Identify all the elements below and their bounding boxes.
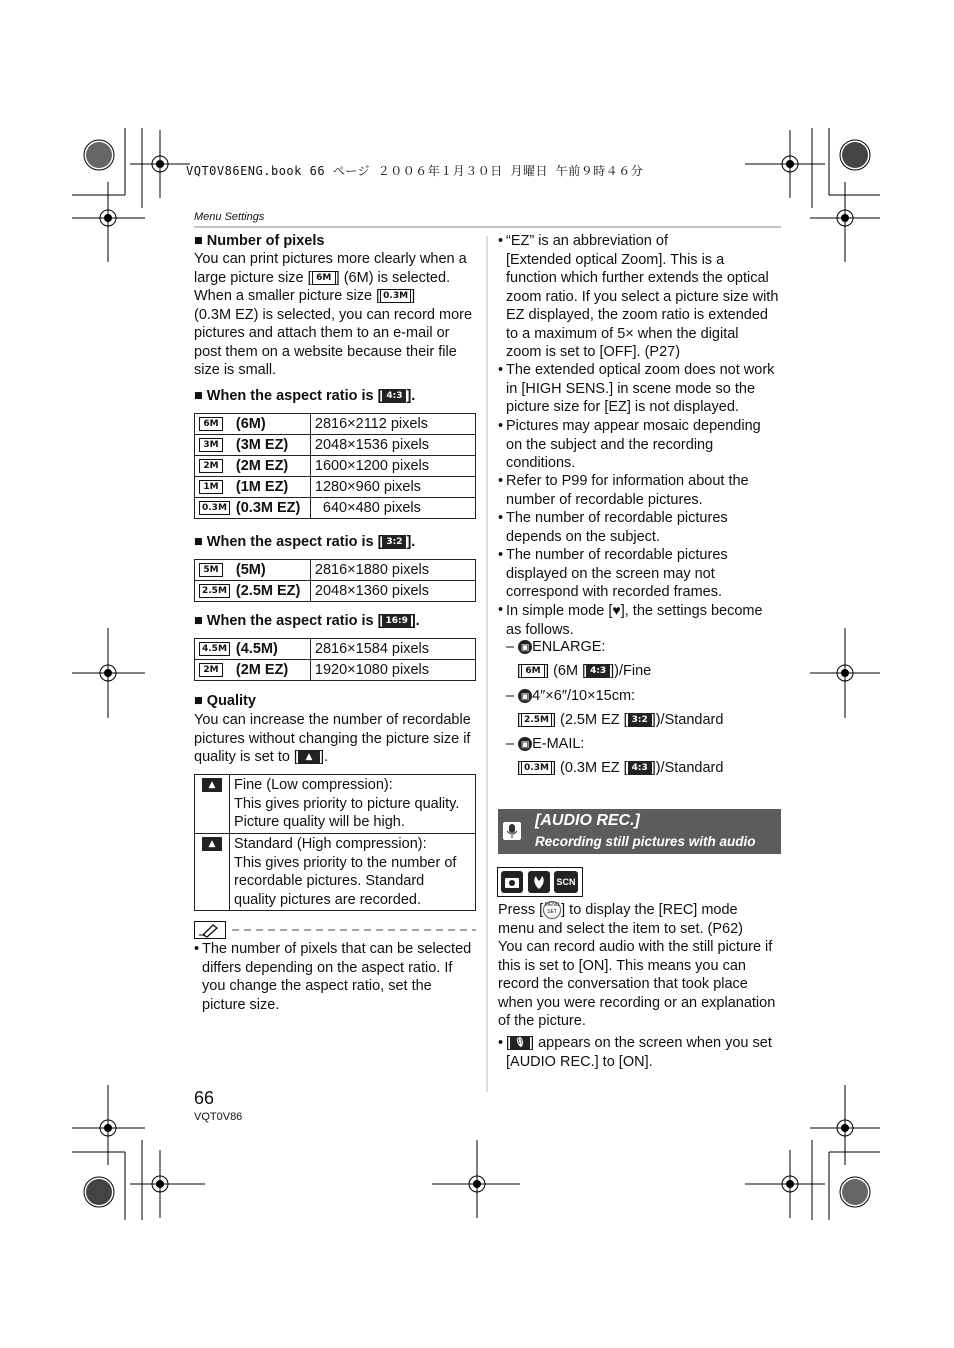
enlarge-value: [ 6M ] (6M [ 4:3 ])/Fine: [517, 663, 652, 679]
pixels-row: [195, 639, 476, 660]
size-name: (4.5M): [232, 639, 311, 660]
file-info-line: VQT0V86ENG.book 66 ページ ２００６年１月３０日 月曜日 午前９時４６分: [186, 164, 644, 178]
aspect-169-heading: ■ When the aspect ratio is [ 16:9 ].: [194, 613, 420, 629]
size-name: (1M EZ): [232, 477, 311, 498]
email-value: [ 0.3M ] (0.3M EZ [ 4:3 ])/Standard: [517, 760, 724, 776]
size-icon: 1M: [199, 480, 223, 494]
page-number: 66: [194, 1088, 215, 1108]
scene-mode-icon: SCN: [554, 871, 578, 893]
size-name: (3M EZ): [232, 435, 311, 456]
note-bullet: • The extended optical zoom does not work in [HIGH SENS.] in scene mode so the picture size for [EZ] is not displayed.: [498, 362, 775, 415]
pixels-table-32: [194, 559, 476, 602]
pixels-row: [195, 560, 476, 581]
pixels-row: [195, 581, 476, 602]
size-pixels: 1920×1080 pixels: [310, 660, 475, 681]
enlarge-icon: ▣: [518, 640, 532, 654]
camera-mode-icon: [501, 871, 523, 893]
quality-table: [194, 774, 476, 911]
note-bullet: • Pictures may appear mosaic depending on the subject and the recording conditions.: [498, 418, 761, 471]
quality-std-icon: ▲: [202, 837, 222, 851]
note-bullet: • The number of pixels that can be selected differs depending on the aspect ratio. If you change the aspect ratio, set the picture size.: [194, 941, 472, 1013]
microphone-indicator-icon: 🎙︎: [510, 1036, 530, 1050]
pixels-row: [195, 660, 476, 681]
aspect-43-icon: 4:3: [628, 761, 652, 775]
heart-icon: ♥: [612, 602, 621, 618]
banner-subtitle: Recording still pictures with audio: [535, 834, 756, 849]
note-icon: [194, 921, 226, 939]
pixels-row: [195, 414, 476, 435]
size-icon: 6M: [199, 417, 223, 431]
quality-standard-text: Standard (High compression): This gives priority to the number of recordable pictures. Standard quality pictures are recorded.: [230, 834, 476, 911]
quality-paragraph: You can increase the number of recordable pictures without changing the picture size if quality is set to [ ▲ ].: [194, 712, 471, 765]
quality-fine-icon: ▲: [202, 778, 222, 792]
size-icon: 3M: [199, 438, 223, 452]
size-pixels: 2816×2112 pixels: [310, 414, 475, 435]
pixels-row: [195, 435, 476, 456]
pixels-table-169: [194, 638, 476, 681]
size-name: (2.5M EZ): [232, 581, 311, 602]
quality-standard-icon: ▲: [298, 750, 320, 764]
appears-bullet: • [ 🎙︎ ] appears on the screen when you set [AUDIO REC.] to [ON].: [498, 1035, 772, 1070]
size-icon: 4.5M: [199, 642, 230, 656]
size-icon: 5M: [199, 563, 223, 577]
pixels-row: [195, 498, 476, 519]
size-pixels: 2816×1584 pixels: [310, 639, 475, 660]
audio-rec-banner: [498, 809, 781, 854]
size-icon: 2M: [199, 459, 223, 473]
pixels-heading: ■ Number of pixels: [194, 233, 325, 249]
simple-mode-bullet: • In simple mode [♥], the settings become as follows.: [498, 602, 763, 638]
size-icon: 2.5M: [199, 584, 230, 598]
quality-heading: ■ Quality: [194, 693, 256, 709]
quality-fine-text: Fine (Low compression): This gives priority to picture quality. Picture quality will be high.: [230, 775, 476, 834]
mode-icons: [497, 867, 583, 897]
pixels-row: [195, 456, 476, 477]
note-bullet: • The number of recordable pictures depends on the subject.: [498, 510, 728, 545]
size-pixels: 640×480 pixels: [310, 498, 475, 519]
press-paragraph: Press [ MENU SET ] to display the [REC] mode menu and select the item to set. (P62) You can record audio with the still picture if this is set to [ON]. This means you can record the conversation that took place when you were recording or an explanation of the picture.: [498, 902, 776, 1029]
aspect-43-icon: 4:3: [382, 389, 406, 403]
note-bullet: • “EZ” is an abbreviation of [Extended optical Zoom]. This is a function which further extends the optical zoom ratio. If you select a picture size with EZ displayed, the zoom ratio is extended to a maximum of 5× when the digital zoom is set to [OFF]. (P27): [498, 233, 779, 360]
macro-mode-icon: [528, 871, 550, 893]
size-03m-icon: 0.3M: [521, 761, 552, 775]
menu-set-icon: MENU SET: [543, 901, 561, 919]
print-icon: ▣: [518, 689, 532, 703]
microphone-icon: [503, 822, 521, 840]
aspect-43-heading: ■ When the aspect ratio is [ 4:3 ].: [194, 388, 416, 404]
note-bullet: • Refer to P99 for information about the number of recordable pictures.: [498, 473, 749, 508]
size-name: (5M): [232, 560, 311, 581]
aspect-32-icon: 3:2: [382, 535, 406, 549]
note-bullet: • The number of recordable pictures displayed on the screen may not correspond with recorded frames.: [498, 547, 728, 600]
email-icon: ▣: [518, 737, 532, 751]
enlarge-label: – ▣ ENLARGE:: [506, 639, 606, 655]
size-name: (2M EZ): [232, 660, 311, 681]
size-25m-icon: 2.5M: [521, 713, 552, 727]
size-pixels: 2816×1880 pixels: [310, 560, 475, 581]
size-name: (0.3M EZ): [232, 498, 311, 519]
aspect-32-heading: ■ When the aspect ratio is [ 3:2 ].: [194, 534, 416, 550]
size-pixels: 1600×1200 pixels: [310, 456, 475, 477]
banner-title: [AUDIO REC.]: [535, 812, 640, 829]
size-6m-icon: 6M: [312, 271, 336, 285]
aspect-43-icon: 4:3: [586, 664, 610, 678]
pixels-table-43: [194, 413, 476, 519]
size-icon: 0.3M: [199, 501, 230, 515]
email-label: – ▣ E-MAIL:: [506, 736, 585, 752]
size-pixels: 1280×960 pixels: [310, 477, 475, 498]
size-name: (6M): [232, 414, 311, 435]
section-label: Menu Settings: [194, 211, 265, 223]
size4x6-value: [ 2.5M ] (2.5M EZ [ 3:2 ])/Standard: [517, 712, 724, 728]
pixels-paragraph: You can print pictures more clearly when a large picture size [ 6M ] (6M) is selected. When a smaller picture size [ 0.3M ] (0.3M EZ) is selected, you can record more pictures and attach them to an e-mail or post them on a website because their file size is small.: [194, 251, 473, 378]
size-6m-icon: 6M: [521, 664, 545, 678]
size4x6-label: – ▣ 4″×6″/10×15cm:: [506, 688, 636, 704]
size-pixels: 2048×1360 pixels: [310, 581, 475, 602]
size-icon: 2M: [199, 663, 223, 677]
size-pixels: 2048×1536 pixels: [310, 435, 475, 456]
aspect-32-icon: 3:2: [628, 713, 652, 727]
model-code: VQT0V86: [194, 1111, 243, 1123]
size-name: (2M EZ): [232, 456, 311, 477]
size-03m-icon: 0.3M: [380, 289, 411, 303]
aspect-169-icon: 16:9: [382, 614, 410, 628]
pixels-row: [195, 477, 476, 498]
